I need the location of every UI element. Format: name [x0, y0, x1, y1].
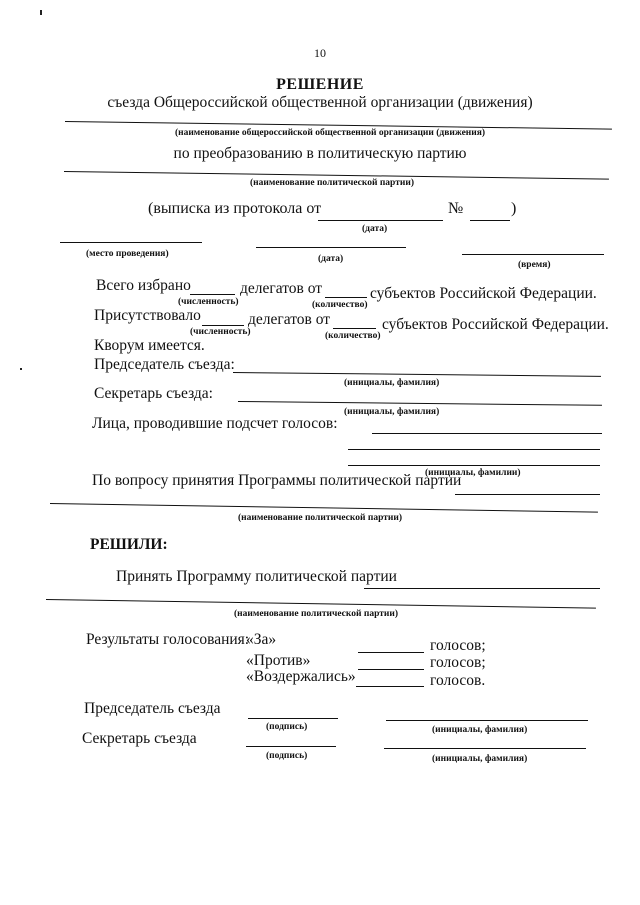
adopt-party-line — [46, 599, 596, 609]
present-pre: Присутствовало — [94, 307, 201, 324]
extract-number-line — [470, 220, 510, 221]
time-label: (время) — [518, 260, 551, 270]
extract-date-label: (дата) — [362, 224, 388, 234]
counter-line-1 — [372, 433, 602, 434]
vote-abstain-count: голосов. — [430, 672, 486, 689]
purpose-text: по преобразованию в политическую партию — [173, 145, 467, 162]
chairman-signature-line — [248, 718, 338, 719]
present-mid: делегатов от — [248, 311, 331, 328]
elected-number-line — [190, 294, 235, 295]
vote-abstain-line — [356, 686, 424, 687]
elected-post: субъектов Российской Федерации. — [370, 285, 597, 302]
decided-heading: РЕШИЛИ: — [90, 536, 168, 553]
secretary-initials-label: (инициалы, фамилия) — [344, 407, 440, 417]
secretary-signature-label: (подпись) — [266, 751, 308, 761]
secretary-sign-initials-label: (инициалы, фамилия) — [432, 754, 528, 764]
present-number-label: (численность) — [190, 327, 251, 337]
secretary-label: Секретарь съезда: — [94, 385, 213, 402]
quorum-text: Кворум имеется. — [94, 337, 205, 354]
extract-date-line — [318, 220, 443, 221]
party-name-label: (наименование политической партии) — [249, 178, 414, 188]
sign-chairman-label: Председатель съезда — [84, 700, 221, 717]
counters-initials-label: (инициалы, фамилии) — [425, 468, 521, 478]
secretary-signature-line — [246, 746, 336, 747]
votes-title: Результаты голосования: — [86, 631, 250, 648]
present-quantity-label: (количество) — [325, 331, 381, 341]
question-text: По вопросу принятия Программы политической партии — [92, 472, 462, 489]
chairman-signature-label: (подпись) — [266, 722, 308, 732]
vote-against-count: голосов; — [430, 654, 486, 671]
page-number: 10 — [314, 46, 326, 60]
vote-against-label: «Против» — [246, 652, 311, 669]
adopt-text: Принять Программу политической партии — [116, 568, 397, 585]
chairman-line — [233, 372, 601, 377]
elected-quantity-label: (количество) — [312, 300, 368, 310]
date-line — [256, 247, 406, 248]
elected-quantity-line — [325, 297, 367, 298]
present-number-line — [202, 325, 244, 326]
document-subtitle: съезда Общероссийской общественной организации (движения) — [107, 94, 533, 111]
vote-for-label: «За» — [246, 631, 277, 648]
vote-for-count: голосов; — [430, 637, 486, 654]
vote-abstain-label: «Воздержались» — [246, 668, 356, 685]
chairman-label: Председатель съезда: — [94, 356, 235, 373]
elected-pre: Всего избрано — [96, 277, 191, 294]
counter-line-2 — [348, 449, 600, 450]
place-label: (место проведения) — [86, 249, 169, 259]
org-name-label: (наименование общероссийской общественной организации (движения) — [174, 128, 486, 138]
counters-label: Лица, проводившие подсчет голосов: — [92, 415, 338, 432]
secretary-line — [238, 401, 602, 406]
chairman-initials-label: (инициалы, фамилия) — [344, 378, 440, 388]
question-line — [455, 494, 600, 495]
elected-mid: делегатов от — [240, 280, 323, 297]
adopt-party-label: (наименование политической партии) — [234, 609, 399, 619]
document-title: РЕШЕНИЕ — [276, 76, 364, 93]
vote-for-line — [358, 652, 424, 653]
place-line — [60, 242, 202, 243]
adopt-line — [364, 588, 600, 589]
vote-against-line — [358, 669, 424, 670]
date-label: (дата) — [318, 254, 344, 264]
present-quantity-line — [333, 328, 376, 329]
time-line — [462, 254, 604, 255]
chairman-sign-initials-label: (инициалы, фамилия) — [432, 725, 528, 735]
extract-number-sign: № — [448, 200, 464, 217]
scan-mark — [20, 368, 22, 370]
present-post: субъектов Российской Федерации. — [382, 316, 609, 333]
question-party-line — [50, 503, 598, 513]
extract-close: ) — [511, 200, 517, 217]
counter-line-3 — [348, 465, 600, 466]
scan-mark — [40, 10, 42, 15]
elected-number-label: (численность) — [178, 297, 239, 307]
secretary-initials-line — [384, 748, 586, 749]
question-party-label: (наименование политической партии) — [238, 513, 403, 523]
chairman-initials-line — [386, 720, 588, 721]
sign-secretary-label: Секретарь съезда — [82, 730, 197, 747]
extract-text: (выписка из протокола от — [148, 200, 322, 217]
